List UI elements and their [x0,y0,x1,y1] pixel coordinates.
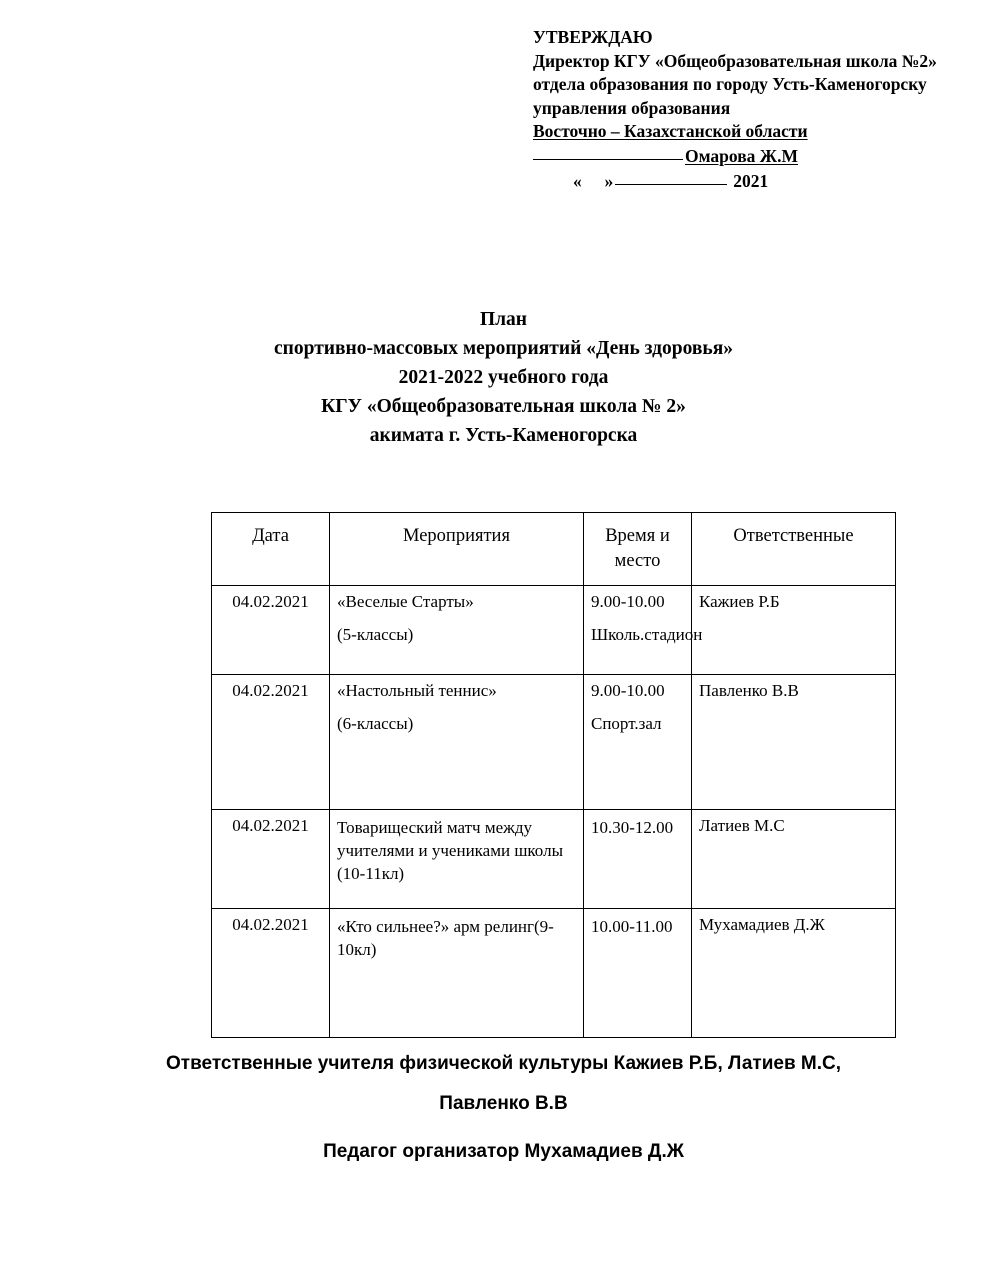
column-header-time: Время и место [584,513,692,586]
approval-heading: УТВЕРЖДАЮ [533,27,653,47]
title-line-2: спортивно-массовых мероприятий «День здоровья» [273,338,734,359]
cell-event: Товарищеский матч между учителями и учениками школы (10-11кл) [330,810,584,909]
document-title [0,305,1007,450]
approval-block [533,26,983,194]
cell-responsible: Кажиев Р.Б [692,586,896,675]
cell-event [330,586,584,675]
cell-event [330,675,584,810]
title-line-5: акимата г. Усть-Каменогорска [369,425,638,446]
cell-date: 04.02.2021 [212,909,330,1038]
approval-line-4: Восточно – Казахстанской области [533,121,808,141]
title-line-3: 2021-2022 учебного года [398,367,609,388]
approval-line-3: управления образования [533,97,731,118]
date-rule [615,184,727,185]
cell-date: 04.02.2021 [212,586,330,675]
approval-line-2: отдела образования по городу Усть-Каменогорску [533,74,927,94]
cell-date: 04.02.2021 [212,810,330,909]
cell-time: 10.30-12.00 [584,810,692,909]
approval-date-line [533,170,983,194]
quote-open: « [573,171,582,191]
cell-time-main: 9.00-10.00 [591,592,665,611]
title-line-1: План [479,309,528,330]
cell-responsible: Павленко В.В [692,675,896,810]
schedule-table [211,512,896,1038]
cell-event-main: «Веселые Старты» [337,592,474,611]
cell-event-sub: (5-классы) [337,625,414,644]
table-row [212,675,896,810]
cell-responsible: Латиев М.С [692,810,896,909]
table-row [212,909,896,1038]
cell-date: 04.02.2021 [212,675,330,810]
approval-signature-name: Омарова Ж.М [685,145,798,166]
column-header-date: Дата [212,513,330,586]
approval-year: 2021 [733,171,769,191]
approval-signature-line [533,145,983,169]
footer-line-3: Педагог организатор Мухамадиев Д.Ж [323,1141,684,1162]
cell-time-main: 9.00-10.00 [591,681,665,700]
cell-responsible: Мухамадиев Д.Ж [692,909,896,1038]
cell-event: «Кто сильнее?» арм релинг(9-10кл) [330,909,584,1038]
footer-line-2: Павленко В.В [439,1093,568,1114]
schedule-table-wrapper [211,512,895,1038]
footer-line-1: Ответственные учителя физической культуры Кажиев Р.Б, Латиев М.С, [165,1053,842,1074]
cell-time-sub: Школь.стадион [591,625,703,644]
document-footer [0,1044,1007,1172]
signature-rule [533,159,683,160]
table-header-row [212,513,896,586]
quote-close: » [604,171,614,191]
table-row [212,810,896,909]
column-header-event: Мероприятия [330,513,584,586]
cell-time: 10.00-11.00 [584,909,692,1038]
cell-time [584,675,692,810]
table-row [212,586,896,675]
title-line-4: КГУ «Общеобразовательная школа № 2» [321,396,686,417]
cell-time [584,586,703,675]
column-header-responsible: Ответственные [692,513,896,586]
cell-event-sub: (6-классы) [337,714,414,733]
cell-event-main: «Настольный теннис» [337,681,497,700]
approval-line-1: Директор КГУ «Общеобразовательная школа №2» [533,50,937,71]
cell-time-sub: Спорт.зал [591,714,662,733]
